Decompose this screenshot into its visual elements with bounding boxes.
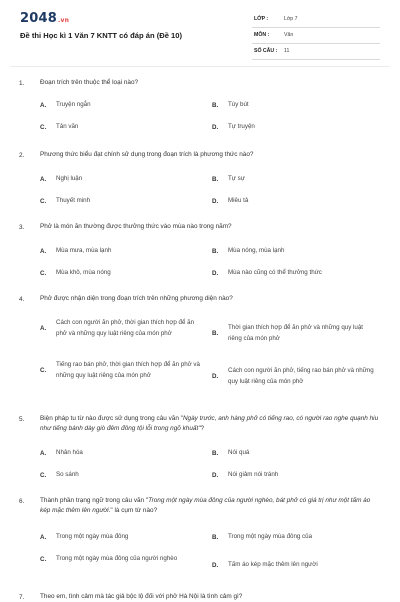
question-number: 3. bbox=[19, 224, 25, 231]
option-letter: D. bbox=[212, 269, 219, 277]
option-a[interactable] bbox=[40, 246, 200, 257]
option-text: Trong một ngày mùa đông của bbox=[228, 533, 313, 540]
option-text: Tiếng rao bán phở, thời gian thích hợp để ăn phở và những quy luật riêng của món phở bbox=[56, 361, 200, 379]
question-text: Đoạn trích trên thuộc thể loại nào? bbox=[40, 79, 139, 86]
option-text: Nghị luận bbox=[56, 175, 83, 182]
option-text: Tự truyện bbox=[228, 123, 255, 130]
option-text: Cách con người ăn phở, tiếng rao bán phở và những quy luật riêng của món phở bbox=[228, 367, 374, 385]
option-text: So sánh bbox=[56, 471, 79, 478]
option-text: Thuyết minh bbox=[56, 197, 91, 204]
option-text: Mùa nào cũng có thể thưởng thức bbox=[228, 269, 322, 276]
exam-title: Đề thi Học kì 1 Văn 7 KNTT có đáp án (Đề 10) bbox=[20, 31, 183, 40]
option-a[interactable] bbox=[40, 100, 200, 111]
question-number: 4. bbox=[19, 296, 25, 303]
option-letter: D. bbox=[212, 471, 219, 479]
meta-value: 11 bbox=[284, 48, 290, 54]
option-b[interactable] bbox=[212, 246, 384, 257]
option-a[interactable] bbox=[40, 448, 200, 459]
question-number: 1. bbox=[19, 80, 25, 87]
option-letter: B. bbox=[212, 533, 219, 541]
option-letter: A. bbox=[40, 449, 47, 457]
option-a[interactable] bbox=[40, 318, 200, 339]
question-text-part: ." là cụm từ nào? bbox=[108, 507, 158, 514]
option-letter: A. bbox=[40, 175, 47, 183]
question-number: 7. bbox=[19, 594, 25, 601]
option-letter: B. bbox=[212, 101, 219, 109]
meta-key: SỐ CÂU : bbox=[254, 48, 278, 54]
option-text: Miêu tả bbox=[228, 197, 249, 204]
question-number: 5. bbox=[19, 416, 25, 423]
option-text: Mùa khô, mùa nóng bbox=[56, 269, 111, 276]
logo-suffix: .vn bbox=[57, 17, 70, 24]
option-text: Tấm áo kép mặc thêm lên người bbox=[228, 561, 318, 568]
option-text: Cách con người ăn phở, thời gian thích hợp để ăn phở và những quy luật riêng của món phở bbox=[56, 319, 195, 337]
question-text-part: Biện pháp tu từ nào được sử dụng trong câu văn bbox=[40, 415, 181, 422]
question-text: Phở là món ăn thường được thưởng thức vào mùa nào trong năm? bbox=[40, 223, 232, 230]
option-text: Thời gian thích hợp để ăn phở và những quy luật riêng của món phở bbox=[228, 324, 363, 342]
option-letter: C. bbox=[40, 269, 47, 277]
option-letter: B. bbox=[212, 175, 219, 183]
option-d[interactable] bbox=[212, 196, 384, 207]
question-text bbox=[40, 496, 380, 516]
option-text: Nhân hóa bbox=[56, 449, 83, 456]
option-letter: C. bbox=[40, 367, 47, 374]
option-text: Mùa mưa, mùa lạnh bbox=[56, 247, 112, 254]
option-text: Tự sự bbox=[228, 175, 245, 182]
option-letter: B. bbox=[212, 247, 219, 255]
option-d[interactable] bbox=[212, 268, 384, 279]
option-c[interactable] bbox=[40, 554, 200, 565]
logo-text: 2048 bbox=[20, 11, 57, 26]
question-text: Theo em, tình cảm mà tác giả bộc lộ đối với phở Hà Nội là tình cảm gì? bbox=[40, 593, 243, 600]
site-logo[interactable] bbox=[20, 11, 69, 26]
question-text-part: ? bbox=[200, 425, 205, 432]
question-text bbox=[40, 414, 380, 434]
question-number: 6. bbox=[19, 498, 25, 505]
option-letter: A. bbox=[40, 247, 47, 255]
quoted-sentence: "Ngày trước, anh hàng phở có tiếng rao, có người rao nghe quạnh hiu như tiếng bánh dày giò đêm đông tội lỗi trong ngõ khuất" bbox=[40, 415, 379, 432]
option-text: Mùa nóng, mùa lạnh bbox=[228, 247, 285, 254]
option-b[interactable] bbox=[212, 174, 384, 185]
option-c[interactable] bbox=[40, 268, 200, 279]
option-c[interactable] bbox=[40, 360, 200, 381]
option-letter: C. bbox=[40, 471, 47, 479]
option-letter: B. bbox=[212, 449, 219, 457]
option-letter: C. bbox=[40, 555, 47, 563]
question-number: 2. bbox=[19, 152, 25, 159]
option-letter: A. bbox=[40, 533, 47, 541]
option-text: Truyện ngắn bbox=[56, 101, 91, 108]
meta-class-row bbox=[252, 12, 380, 28]
option-letter: D. bbox=[212, 561, 219, 569]
meta-subject-row bbox=[252, 28, 380, 44]
header-divider bbox=[10, 66, 390, 67]
option-letter: C. bbox=[40, 123, 47, 131]
option-d[interactable] bbox=[212, 470, 384, 481]
option-a[interactable] bbox=[40, 532, 200, 543]
option-a[interactable] bbox=[40, 174, 200, 185]
option-c[interactable] bbox=[40, 196, 200, 207]
question-text: Phương thức biểu đạt chính sử dụng trong đoạn trích là phương thức nào? bbox=[40, 151, 254, 158]
option-letter: C. bbox=[40, 197, 47, 205]
meta-value: Lớp 7 bbox=[284, 16, 298, 22]
meta-key: LỚP : bbox=[254, 16, 269, 22]
meta-value: Văn bbox=[284, 32, 294, 38]
quoted-sentence: Trong một ngày mùa đông của người nghèo, bát phở có giá trị như một tấm áo kép mặc thêm lên người bbox=[40, 497, 371, 514]
option-c[interactable] bbox=[40, 122, 200, 133]
option-letter: A. bbox=[40, 325, 47, 332]
option-letter: B. bbox=[212, 330, 219, 337]
option-b[interactable] bbox=[212, 532, 384, 543]
option-text: Nói giảm nói tránh bbox=[228, 471, 279, 478]
option-letter: D. bbox=[212, 373, 219, 380]
exam-header bbox=[0, 0, 400, 66]
option-text: Trong một ngày mùa đông bbox=[56, 533, 129, 540]
meta-key: MÔN : bbox=[254, 32, 270, 38]
option-text: Tản văn bbox=[56, 123, 79, 130]
option-d[interactable] bbox=[212, 560, 384, 571]
option-b[interactable] bbox=[212, 100, 384, 111]
option-letter: A. bbox=[40, 101, 47, 109]
option-text: Tùy bút bbox=[228, 101, 249, 108]
option-letter: D. bbox=[212, 123, 219, 131]
option-c[interactable] bbox=[40, 470, 200, 481]
option-b[interactable] bbox=[212, 323, 384, 344]
question-text: Phở được nhận diện trong đoạn trích trên những phương diện nào? bbox=[40, 295, 233, 302]
option-d[interactable] bbox=[212, 122, 384, 133]
option-text: Trong một ngày mùa đông của người nghèo bbox=[56, 555, 178, 562]
option-letter: D. bbox=[212, 197, 219, 205]
meta-count-row bbox=[252, 44, 380, 60]
question-text-part: Thành phần trạng ngữ trong câu văn " bbox=[40, 497, 149, 504]
option-b[interactable] bbox=[212, 448, 384, 459]
option-text: Nói quá bbox=[228, 449, 250, 456]
option-d[interactable] bbox=[212, 366, 384, 387]
